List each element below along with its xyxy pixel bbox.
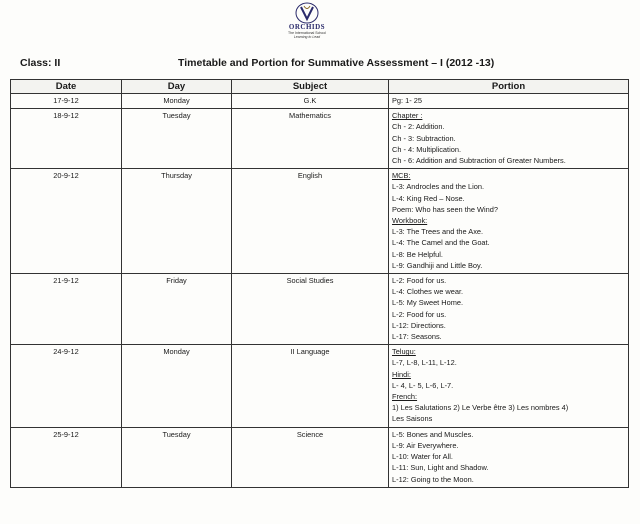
portion-line: Ch - 4: Multiplication. [392, 144, 462, 154]
portion-line: L-10: Water for All. [392, 452, 453, 462]
cell-subject: Science [232, 427, 389, 487]
portion-line: Ch - 3: Subtraction. [392, 133, 456, 143]
portion-line: L-12: Directions. [392, 320, 446, 330]
portion-heading: Workbook: [392, 216, 428, 226]
cell-subject: English [232, 169, 389, 274]
portion-line: Pg: 1- 25 [392, 96, 422, 105]
column-header-date: Date [11, 80, 122, 94]
cell-date: 20-9-12 [11, 169, 122, 274]
table-row [11, 274, 629, 345]
portion-line: L-11: Sun, Light and Shadow. [392, 463, 489, 473]
logo-brand: ORCHIDS [288, 23, 326, 31]
portion-line: L-7, L-8, L-11, L-12. [392, 358, 457, 368]
portion-line: L-4: King Red – Nose. [392, 193, 465, 203]
portion-line: L-5: My Sweet Home. [392, 298, 464, 308]
portion-line: Ch - 6: Addition and Subtraction of Greater Numbers. [392, 156, 566, 166]
cell-date: 25-9-12 [11, 427, 122, 487]
cell-portion [389, 169, 629, 274]
cell-subject: Social Studies [232, 274, 389, 345]
portion-line: L-17: Seasons. [392, 332, 442, 342]
portion-line: L-8: Be Helpful. [392, 249, 443, 259]
table-row [11, 427, 629, 487]
portion-line: L- 4, L- 5, L-6, L-7. [392, 380, 454, 390]
cell-subject: G.K [232, 94, 389, 109]
portion-line: L-2: Food for us. [392, 276, 447, 286]
orchid-emblem-icon [294, 2, 320, 24]
cell-date: 24-9-12 [11, 345, 122, 427]
portion-line: L-9: Air Everywhere. [392, 440, 459, 450]
portion-line: L-3: Androcles and the Lion. [392, 182, 485, 192]
cell-date: 17-9-12 [11, 94, 122, 109]
cell-day: Tuesday [122, 427, 232, 487]
cell-day: Friday [122, 274, 232, 345]
cell-date: 21-9-12 [11, 274, 122, 345]
portion-line: 1) Les Salutations 2) Le Verbe être 3) Les nombres 4) [392, 403, 569, 413]
cell-day: Thursday [122, 169, 232, 274]
portion-line: Poem: Who has seen the Wind? [392, 204, 498, 214]
cell-portion [389, 109, 629, 169]
cell-portion [389, 345, 629, 427]
portion-heading: MCB: [392, 171, 411, 181]
cell-subject: II Language [232, 345, 389, 427]
cell-date: 18-9-12 [11, 109, 122, 169]
portion-line: L-2: Food for us. [392, 309, 447, 319]
cell-portion [389, 274, 629, 345]
portion-line: L-4: Clothes we wear. [392, 287, 464, 297]
page-title: Timetable and Portion for Summative Assessment – I (2012 -13) [178, 57, 495, 69]
portion-heading: French: [392, 392, 418, 402]
portion-heading: Hindi: [392, 369, 411, 379]
column-header-subject: Subject [232, 80, 389, 94]
logo-tagline: Learning to Lead [293, 35, 321, 39]
column-header-day: Day [122, 80, 232, 94]
portion-line: L-5: Bones and Muscles. [392, 429, 474, 439]
table-row [11, 94, 629, 109]
table-header-row [11, 80, 629, 94]
portion-heading: Chapter : [392, 111, 423, 121]
table-row [11, 345, 629, 427]
portion-line: L-9: Gandhiji and Little Boy. [392, 260, 483, 270]
portion-line: L-3: The Trees and the Axe. [392, 227, 484, 237]
portion-line: Ch - 2: Addition. [392, 122, 445, 132]
cell-portion [389, 427, 629, 487]
cell-day: Monday [122, 345, 232, 427]
column-header-portion: Portion [389, 80, 629, 94]
class-label: Class: II [20, 57, 61, 69]
portion-line: L-12: Going to the Moon. [392, 474, 474, 484]
cell-day: Monday [122, 94, 232, 109]
portion-heading: Telugu: [392, 347, 416, 357]
school-logo [282, 2, 332, 50]
cell-day: Tuesday [122, 109, 232, 169]
cell-portion [389, 94, 629, 109]
timetable [10, 79, 629, 488]
portion-line: Les Saisons [392, 414, 433, 424]
table-row [11, 169, 629, 274]
logo-subtitle: The International School [288, 31, 326, 35]
portion-line: L-4: The Camel and the Goat. [392, 238, 490, 248]
table-row [11, 109, 629, 169]
cell-subject: Mathematics [232, 109, 389, 169]
